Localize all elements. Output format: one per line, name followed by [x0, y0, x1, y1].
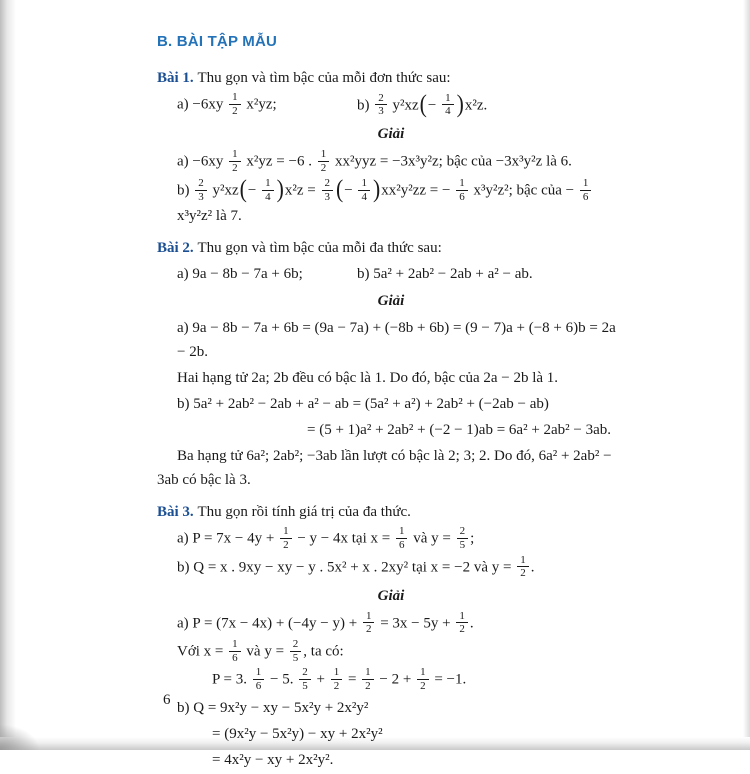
exercise-heading: Bài 1. Thu gọn và tìm bậc của mỗi đơn thức sau: [157, 70, 451, 86]
fraction: $\frac{1}{2}$ [363, 610, 375, 636]
big-paren: ( [239, 175, 247, 204]
math-line: b) 5a² + 2ab² − 2ab + a² − ab = (5a² + a²) + 2ab² + (−2ab − ab) [177, 396, 549, 413]
scan-shadow-right [743, 0, 750, 750]
fraction: $\frac{1}{6}$ [456, 177, 468, 203]
fraction: $\frac{2}{5}$ [290, 638, 302, 664]
fraction: $\frac{1}{6}$ [253, 666, 265, 692]
scan-corner-shadow [0, 724, 40, 750]
exercise-label: Bài 1. [157, 70, 198, 86]
section-heading: B. BÀI TẬP MẪU [157, 33, 278, 50]
paragraph: Ba hạng tử 6a²; 2ab²; −3ab lần lượt có bậc là 2; 3; 2. Do đó, 6a² + 2ab² − 3ab có bậc là 3. [157, 448, 612, 489]
exercise-heading: Bài 2. Thu gọn và tìm bậc của mỗi đa thức sau: [157, 240, 442, 257]
fraction: $\frac{1}{2}$ [456, 610, 468, 636]
big-paren: ) [372, 175, 381, 204]
math-line: P = 3. $\frac{1}{6}$ − 5. $\frac{2}{5}$ + $\frac{1}{2}$ = $\frac{1}{2}$ − 2 + $\frac{1}{2}$ = −1. [212, 666, 467, 692]
math-expression-b: b) $\frac{2}{3}$ y²xz(− $\frac{1}{4}$ )x²z. [357, 90, 488, 118]
big-paren: ) [276, 175, 284, 204]
two-column-math-line [157, 262, 625, 286]
exercise-label: Bài 3. [157, 504, 198, 521]
fraction: $\frac{1}{6}$ [229, 638, 241, 664]
fraction: $\frac{2}{3}$ [322, 177, 334, 203]
big-paren: ( [336, 175, 344, 204]
math-expression-a: a) −6xy $\frac{1}{2}$ x²yz; [177, 91, 277, 117]
fraction: $\frac{2}{3}$ [195, 177, 207, 203]
math-line: a) P = (7x − 4x) + (−4y − y) + $\frac{1}{2}$ = 3x − 5y + $\frac{1}{2}$ . [177, 609, 474, 636]
fraction: $\frac{2}{5}$ [457, 525, 469, 551]
math-line: = 4x²y − xy + 2x²y². [212, 751, 334, 768]
math-expression-a: a) 9a − 8b − 7a + 6b; [177, 266, 303, 283]
math-line: b) Q = x . 9xy − xy − y . 5x² + x . 2xy² tại x = −2 và y = $\frac{1}{2}$ . [177, 553, 535, 580]
fraction: $\frac{2}{5}$ [299, 666, 311, 692]
paragraph: Hai hạng tử 2a; 2b đều có bậc là 1. Do đó, bậc của 2a − 2b là 1. [177, 370, 559, 387]
fraction: $\frac{1}{6}$ [580, 177, 592, 203]
fraction: $\frac{1}{2}$ [517, 554, 529, 580]
big-paren: ) [456, 90, 464, 118]
scan-shadow-left [0, 0, 16, 750]
math-line: a) P = 7x − 4y + $\frac{1}{2}$ − y − 4x tại x = $\frac{1}{6}$ và y = $\frac{2}{5}$ ; [177, 525, 475, 551]
math-line: b) Q = 9x²y − xy − 5x²y + 2x²y² [177, 699, 369, 716]
fraction: $\frac{1}{2}$ [280, 525, 292, 551]
fraction: $\frac{1}{2}$ [318, 148, 330, 174]
math-line: = (9x²y − 5x²y) − xy + 2x²y² [212, 725, 383, 742]
fraction: $\frac{1}{2}$ [362, 666, 374, 692]
fraction: $\frac{1}{4}$ [442, 92, 454, 118]
math-line: a) 9a − 8b − 7a + 6b = (9a − 7a) + (−8b + 6b) = (9 − 7)a + (−8 + 6)b = 2a − 2b. [177, 320, 616, 361]
math-expression-b: b) 5a² + 2ab² − 2ab + a² − ab. [357, 266, 533, 283]
big-paren: ( [419, 90, 427, 118]
fraction: $\frac{1}{2}$ [229, 91, 241, 117]
math-line: = (5 + 1)a² + 2ab² + (−2 − 1)ab = 6a² + 2ab² − 3ab. [307, 422, 612, 439]
math-line: b) $\frac{2}{3}$ y²xz(− $\frac{1}{4}$ )x²z = $\frac{2}{3}$ (− $\frac{1}{4}$ )xx²y²zz = − $\frac{1}{6}$ x³y²z²; bậc của − $\frac{1}{6}$ x³y²z² là 7. [157, 177, 625, 228]
solution-heading: Giải [377, 587, 405, 604]
page-number: 6 [163, 692, 171, 708]
fraction: $\frac{1}{4}$ [358, 177, 370, 203]
fraction: $\frac{1}{2}$ [417, 666, 429, 692]
solution-heading: Giải [377, 125, 405, 142]
exercise-label: Bài 2. [157, 240, 198, 257]
fraction: $\frac{1}{2}$ [229, 148, 241, 174]
fraction: $\frac{1}{2}$ [331, 666, 343, 692]
fraction: $\frac{1}{6}$ [396, 525, 408, 551]
fraction: $\frac{2}{3}$ [375, 92, 387, 118]
fraction: $\frac{1}{4}$ [262, 177, 274, 203]
two-column-math-line [157, 92, 625, 119]
math-line: a) −6xy $\frac{1}{2}$ x²yz = −6 . $\frac{1}{2}$ xx²yyz = −3x³y²z; bậc của −3x³y²z là 6. [177, 147, 572, 174]
exercise-heading: Bài 3. Thu gọn rồi tính giá trị của đa thức. [157, 504, 411, 521]
math-line: Với x = $\frac{1}{6}$ và y = $\frac{2}{5}$ , ta có: [177, 638, 344, 664]
solution-heading: Giải [377, 293, 405, 310]
page-content [157, 28, 625, 774]
